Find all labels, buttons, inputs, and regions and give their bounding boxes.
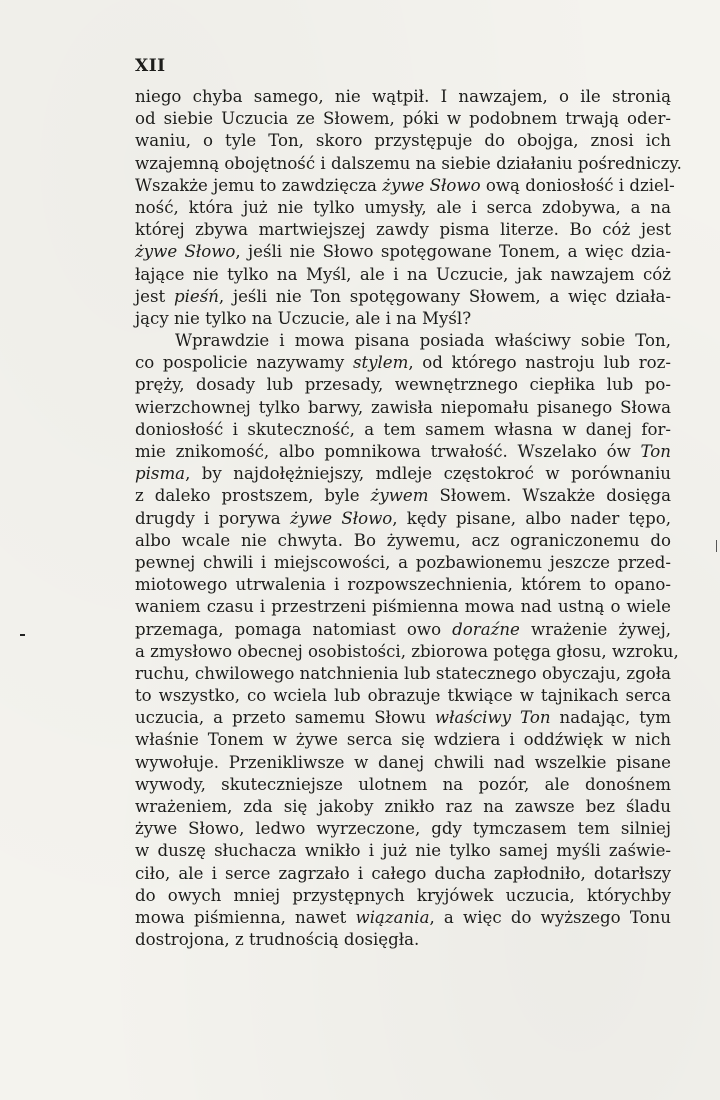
- text-line: [135, 485, 671, 507]
- text-segment: pręży, dosady lub przesady, wewnętrznego ciepłika lub po-: [135, 375, 671, 395]
- text-line: [135, 907, 671, 929]
- text-segment: właśnie Tonem w żywe serca się wdziera i oddźwięk w nich: [135, 730, 671, 750]
- text-segment: , a więc do wyższego Tonu: [429, 907, 671, 927]
- text-segment: , jeśli nie Ton spotęgowany Słowem, a więc działa-: [218, 286, 671, 306]
- text-segment: doniosłość i skuteczność, a tem samem własna w danej for-: [135, 419, 671, 439]
- text-segment: Słowem. Wszakże dosięga: [428, 486, 671, 506]
- text-segment: to wszystko, co wciela lub obrazuje tkwiące w tajnikach serca: [135, 686, 671, 706]
- text-line: [135, 752, 671, 774]
- text-segment: wywołuje. Przenikliwsze w danej chwili nad wszelkie pisane: [135, 752, 671, 772]
- text-segment: dostrojona, z trudnością dosięgła.: [135, 930, 420, 950]
- text-segment: jest: [135, 286, 174, 306]
- text-segment: a zmysłowo obecnej osobistości, zbiorowa potęga głosu, wzroku,: [135, 641, 679, 661]
- text-segment: nadając, tym: [550, 708, 671, 728]
- text-line: [135, 463, 671, 485]
- text-segment: wrażeniem, zda się jakoby znikło raz na zawsze bez śladu: [135, 797, 671, 816]
- text-line: [135, 774, 671, 796]
- text-line: [135, 796, 671, 818]
- text-segment: od siebie Uczucia ze Słowem, póki w podobnem trwają oder-: [135, 109, 671, 129]
- text-segment: przemaga, pomaga natomiast owo: [135, 619, 453, 639]
- text-segment: drugdy i porywa: [135, 508, 290, 528]
- text-segment: mowa piśmienna, nawet: [135, 907, 356, 927]
- text-line: [135, 108, 671, 130]
- text-line: [135, 863, 671, 885]
- italic-phrase: pisma: [135, 464, 186, 484]
- italic-phrase: wiązania: [355, 907, 430, 927]
- text-line: [135, 441, 671, 463]
- italic-phrase: doraźne: [452, 619, 520, 639]
- text-line: [135, 130, 671, 152]
- text-segment: Wprawdzie i mowa pisana posiada właściwy sobie Ton,: [175, 331, 671, 351]
- italic-phrase: Ton: [640, 442, 671, 461]
- text-line: [135, 596, 671, 618]
- text-line: [135, 419, 671, 441]
- text-segment: Wszakże jemu to zawdzięcza: [135, 175, 383, 195]
- italic-phrase: pieśń: [173, 286, 219, 306]
- text-line: [135, 374, 671, 396]
- italic-phrase: stylem: [352, 353, 409, 373]
- text-segment: wzajemną obojętność i dalszemu na siebie działaniu pośredniczy.: [135, 153, 682, 173]
- text-segment: w duszę słuchacza wnikło i już nie tylko samej myśli zaświe-: [135, 841, 671, 861]
- text-line: [135, 330, 671, 352]
- text-segment: niego chyba samego, nie wątpił. I nawzajem, o ile stronią: [135, 87, 671, 106]
- edge-mark: [716, 540, 717, 552]
- text-line: [135, 530, 671, 552]
- text-segment: , od którego nastroju lub roz-: [408, 353, 672, 373]
- text-line: [135, 818, 671, 840]
- text-line: [135, 574, 671, 596]
- text-segment: wierzchownej tylko barwy, zawisła niepomału pisanego Słowa: [135, 397, 671, 417]
- text-line: [135, 685, 671, 707]
- text-line: [135, 729, 671, 751]
- text-line: [135, 397, 671, 419]
- text-line: [135, 663, 671, 685]
- italic-phrase: żywe Słowo: [135, 242, 236, 262]
- text-line: [135, 352, 671, 374]
- text-line: [135, 641, 679, 663]
- text-segment: której zbywa martwiejszej zawdy pisma literze. Bo cóż jest: [135, 220, 671, 240]
- text-line: [135, 840, 671, 862]
- italic-phrase: żywe Słowo: [382, 175, 481, 195]
- text-segment: albo wcale nie chwyta. Bo żywemu, acz ograniczonemu do: [135, 530, 671, 550]
- text-segment: żywe Słowo, ledwo wyrzeczone, gdy tymczasem tem silniej: [135, 819, 671, 839]
- text-line: [135, 86, 671, 108]
- text-segment: , kędy pisane, albo nader tępo,: [392, 508, 671, 528]
- text-segment: wrażenie żywej,: [519, 619, 672, 639]
- text-line: [135, 264, 671, 286]
- text-segment: ciło, ale i serce zagrzało i całego ducha zapłodniło, dotarłszy: [135, 863, 671, 883]
- text-line: [135, 197, 671, 219]
- margin-mark: [20, 634, 25, 636]
- text-segment: łające nie tylko na Myśl, ale i na Uczucie, jak nawzajem cóż: [135, 264, 671, 284]
- text-segment: , jeśli nie Słowo spotęgowane Tonem, a więc dzia-: [235, 242, 671, 262]
- text-line: [135, 707, 671, 729]
- body-text: [135, 86, 682, 951]
- text-line: [135, 619, 671, 641]
- italic-phrase: właściwy Ton: [434, 708, 551, 728]
- italic-phrase: żywem: [370, 486, 429, 506]
- text-segment: mie znikomość, albo pomnikowa trwałość. Wszelako ów: [135, 442, 641, 461]
- text-segment: miotowego utrwalenia i rozpowszechnienia, którem to opano-: [135, 575, 671, 595]
- text-line: [135, 308, 671, 330]
- text-segment: ową doniosłość i dziel-: [480, 175, 675, 195]
- text-segment: z daleko prostszem, byle: [135, 486, 371, 506]
- text-line: [135, 286, 671, 308]
- text-line: [135, 153, 682, 175]
- text-segment: uczucia, a przeto samemu Słowu: [135, 708, 435, 728]
- page-number: XII: [135, 56, 166, 76]
- text-segment: co pospolicie nazywamy: [135, 353, 353, 373]
- text-line: [135, 241, 671, 263]
- text-line: [135, 929, 671, 951]
- text-segment: ruchu, chwilowego natchnienia lub statecznego obyczaju, zgoła: [135, 663, 671, 683]
- text-line: [135, 219, 671, 241]
- text-line: [135, 885, 671, 907]
- italic-phrase: żywe Słowo: [289, 508, 393, 528]
- text-segment: ność, która już nie tylko umysły, ale i serca zdobywa, a na: [135, 197, 671, 217]
- text-line: [135, 175, 675, 197]
- text-line: [135, 508, 671, 530]
- text-segment: , by najdołężniejszy, mdleje częstokroć w porównaniu: [185, 464, 671, 484]
- text-segment: wywody, skuteczniejsze ulotnem na pozór, ale donośnem: [135, 774, 671, 794]
- text-segment: pewnej chwili i miejscowości, a pozbawionemu jeszcze przed-: [135, 552, 671, 572]
- text-segment: waniem czasu i przestrzeni piśmienna mowa nad ustną o wiele: [135, 597, 671, 617]
- text-segment: do owych mniej przystępnych kryjówek uczucia, którychby: [135, 885, 671, 905]
- text-segment: jący nie tylko na Uczucie, ale i na Myśl?: [135, 308, 472, 328]
- text-segment: waniu, o tyle Ton, skoro przystępuje do obojga, znosi ich: [135, 131, 671, 151]
- text-line: [135, 552, 671, 574]
